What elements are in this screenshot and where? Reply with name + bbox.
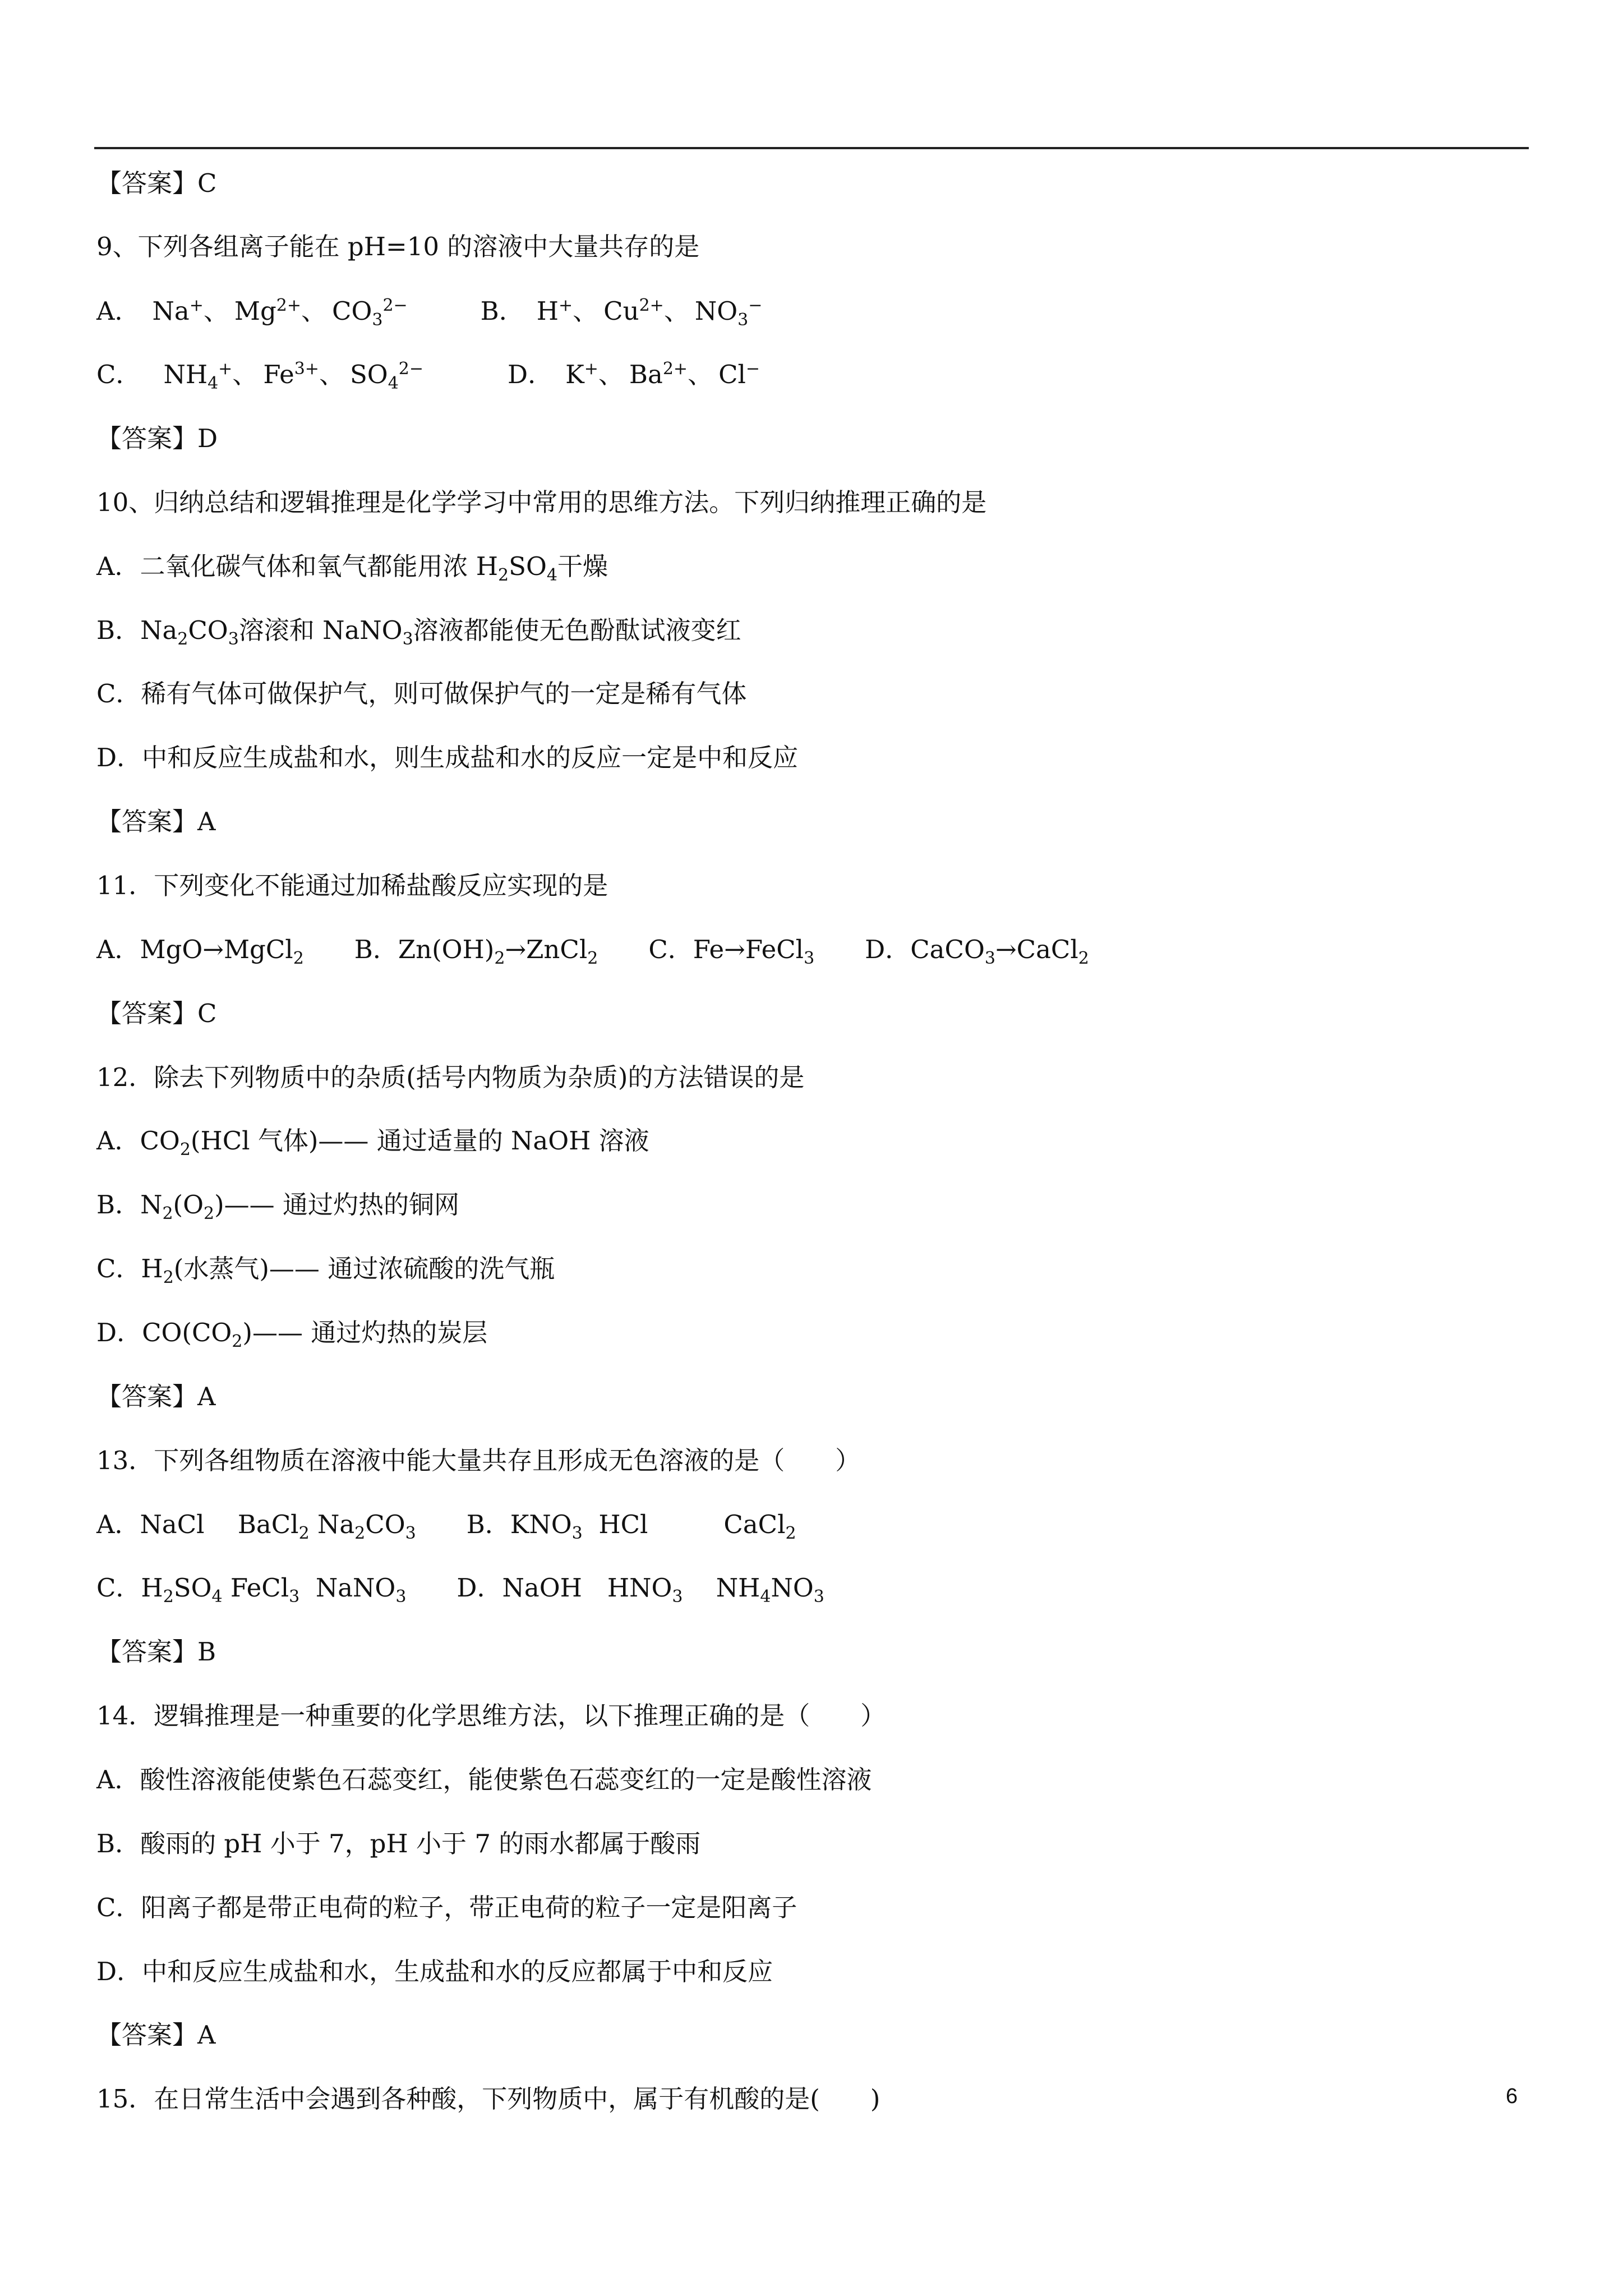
charge: 2+ (662, 359, 688, 379)
answer-label: 【答案】 (96, 2020, 198, 2050)
q14-option-a: A．酸性溶液能使紫色石蕊变红，能使紫色石蕊变红的一定是酸性溶液 (96, 1765, 872, 1795)
answer-label: 【答案】 (96, 168, 198, 198)
option-text: A．MgO→MgCl (96, 935, 293, 964)
q13-answer (96, 1635, 216, 1669)
separator: 、 (301, 296, 327, 326)
formula-part: CO (365, 1510, 405, 1539)
charge: + (559, 296, 573, 315)
q12-answer (96, 1380, 216, 1414)
option-text: C．Fe→FeCl (648, 935, 804, 964)
q10-stem: 10、归纳总结和逻辑推理是化学学习中常用的思维方法。下列归纳推理正确的是 (96, 487, 987, 517)
formula-part: SO (509, 551, 547, 581)
q9-options-cd (96, 358, 760, 392)
option-text: D．CaCO (865, 935, 985, 964)
subscript: 4 (208, 374, 219, 393)
separator: 、 (232, 360, 258, 389)
formula-part: (O (173, 1190, 204, 1220)
ion: H (536, 296, 559, 326)
subscript: 3 (984, 949, 995, 968)
q11-stem: 11．下列变化不能通过加稀盐酸反应实现的是 (96, 871, 608, 900)
ion: Na (152, 296, 190, 326)
q12-option-a (96, 1124, 649, 1158)
charge: 3+ (294, 359, 319, 379)
q14-stem: 14．逻辑推理是一种重要的化学思维方法，以下推理正确的是（ ） (96, 1701, 886, 1731)
formula-part: →CaCl (995, 935, 1078, 964)
formula-part: CO (188, 615, 228, 645)
option-text: (水蒸气)—— 通过浓硫酸的洗气瓶 (173, 1254, 555, 1283)
subscript: 2 (587, 949, 598, 968)
subscript: 2 (293, 949, 304, 968)
answer-label: 【答案】 (96, 1637, 198, 1667)
answer-label: 【答案】 (96, 999, 198, 1028)
q11-answer (96, 997, 216, 1030)
q12-option-d (96, 1316, 487, 1350)
subscript: 2 (298, 1524, 310, 1543)
charge: − (745, 359, 760, 379)
subscript: 4 (546, 565, 557, 585)
q10-answer (96, 805, 216, 839)
subscript: 3 (228, 629, 239, 649)
ion: Cl (718, 360, 746, 389)
subscript: 3 (737, 310, 749, 330)
charge: + (189, 296, 204, 315)
answer-value: A (197, 1382, 216, 1411)
option-text: A．CO (96, 1126, 180, 1156)
formula-part: NO (771, 1573, 814, 1603)
subscript: 2 (494, 949, 505, 968)
separator: 、 (688, 360, 713, 389)
option-text: )—— 通过灼热的铜网 (214, 1190, 459, 1220)
subscript: 4 (211, 1587, 223, 1607)
option-text: 干燥 (557, 551, 608, 581)
ion: Cu (603, 296, 639, 326)
formula-part: →ZnCl (505, 935, 588, 964)
answer-label: 【答案】 (96, 424, 198, 453)
ion: K (565, 360, 584, 389)
subscript: 2 (232, 1332, 243, 1351)
charge: + (584, 359, 598, 379)
subscript: 2 (785, 1524, 796, 1543)
option-text: B．Na (96, 615, 178, 645)
subscript: 3 (289, 1587, 300, 1607)
subscript: 3 (804, 949, 815, 968)
page-number: 6 (1506, 2085, 1518, 2108)
q9-options-ab (96, 295, 762, 328)
option-text: B．N (96, 1190, 163, 1220)
option-text: D．CO(CO (96, 1318, 232, 1347)
separator: 、 (663, 296, 689, 326)
subscript: 2 (354, 1524, 366, 1543)
charge: 2− (398, 359, 424, 379)
separator: 、 (319, 360, 344, 389)
option-text: B．KNO (466, 1510, 572, 1539)
separator: 、 (598, 360, 624, 389)
ion: Fe (263, 360, 294, 389)
q12-option-c (96, 1252, 555, 1286)
q10-option-a (96, 550, 608, 583)
subscript: 4 (388, 374, 399, 393)
option-text: C．H (96, 1573, 163, 1603)
option-text: D．NaOH HNO (457, 1573, 672, 1603)
ion: NH (163, 360, 208, 389)
q12-stem: 12．除去下列物质中的杂质(括号内物质为杂质)的方法错误的是 (96, 1062, 805, 1092)
subscript: 2 (162, 1204, 173, 1223)
formula-part: HCl CaCl (582, 1510, 786, 1539)
q11-options (96, 933, 1089, 967)
formula-part: SO (173, 1573, 212, 1603)
answer-value: A (197, 807, 216, 836)
answer-value: C (197, 168, 217, 198)
subscript: 2 (163, 1587, 174, 1607)
separator: 、 (203, 296, 229, 326)
subscript: 2 (1078, 949, 1089, 968)
answer-label: 【答案】 (96, 1382, 198, 1411)
q9-stem: 9、下列各组离子能在 pH=10 的溶液中大量共存的是 (96, 232, 700, 261)
q12-option-b (96, 1188, 459, 1222)
q14-answer (96, 2018, 216, 2052)
header-rule (94, 147, 1529, 149)
separator: 、 (573, 296, 598, 326)
ion: CO (332, 296, 372, 326)
q13-options-ab (96, 1508, 796, 1542)
answer-value: C (197, 999, 217, 1028)
answer-value: A (197, 2020, 216, 2050)
q9-answer (96, 422, 218, 455)
option-text: )—— 通过灼热的炭层 (242, 1318, 488, 1347)
q10-option-d: D．中和反应生成盐和水，则生成盐和水的反应一定是中和反应 (96, 743, 799, 772)
answer-value: D (197, 424, 218, 453)
option-text: A．NaCl BaCl (96, 1510, 299, 1539)
formula-part: NaNO (299, 1573, 396, 1603)
subscript: 2 (177, 629, 188, 649)
charge: − (748, 296, 763, 315)
q8-answer (96, 167, 216, 200)
subscript: 3 (395, 1587, 407, 1607)
charge: 2+ (639, 296, 664, 315)
ion: SO (349, 360, 388, 389)
q15-stem: 15．在日常生活中会遇到各种酸，下列物质中，属于有机酸的是( ) (96, 2084, 880, 2114)
answer-label: 【答案】 (96, 807, 198, 836)
option-text: B．Zn(OH) (354, 935, 495, 964)
option-text: 溶液都能使无色酚酞试液变红 (413, 615, 741, 645)
q10-option-b (96, 614, 741, 647)
formula-part: NH (683, 1573, 760, 1603)
option-label: C． (96, 360, 141, 389)
q13-stem: 13．下列各组物质在溶液中能大量共存且形成无色溶液的是（ ） (96, 1446, 861, 1475)
option-label: A． (96, 296, 140, 326)
subscript: 3 (571, 1524, 583, 1543)
charge: 2− (382, 296, 408, 315)
option-text: A．二氧化碳气体和氧气都能用浓 H (96, 551, 499, 581)
charge: 2+ (276, 296, 301, 315)
ion: NO (694, 296, 738, 326)
subscript: 3 (372, 310, 383, 330)
formula-part: FeCl (222, 1573, 289, 1603)
answer-value: B (197, 1637, 216, 1667)
q13-options-cd (96, 1571, 824, 1605)
subscript: 2 (204, 1204, 215, 1223)
ion: Ba (629, 360, 663, 389)
subscript: 2 (179, 1140, 191, 1159)
charge: + (218, 359, 233, 379)
option-text: 溶滚和 NaNO (238, 615, 403, 645)
subscript: 3 (672, 1587, 683, 1607)
option-label: B． (480, 296, 524, 326)
option-text: (HCl 气体)—— 通过适量的 NaOH 溶液 (190, 1126, 649, 1156)
option-label: D． (508, 360, 554, 389)
q14-option-d: D．中和反应生成盐和水，生成盐和水的反应都属于中和反应 (96, 1957, 773, 1986)
option-text: C．H (96, 1254, 163, 1283)
subscript: 3 (402, 629, 413, 649)
subscript: 3 (813, 1587, 824, 1607)
formula-part: Na (309, 1510, 355, 1539)
q10-option-c: C．稀有气体可做保护气，则可做保护气的一定是稀有气体 (96, 679, 747, 708)
q14-option-b: B．酸雨的 pH 小于 7，pH 小于 7 的雨水都属于酸雨 (96, 1829, 701, 1858)
subscript: 2 (498, 565, 509, 585)
subscript: 3 (405, 1524, 416, 1543)
subscript: 2 (163, 1268, 174, 1287)
ion: Mg (234, 296, 276, 326)
q14-option-c: C．阳离子都是带正电荷的粒子，带正电荷的粒子一定是阳离子 (96, 1893, 797, 1922)
subscript: 4 (760, 1587, 771, 1607)
